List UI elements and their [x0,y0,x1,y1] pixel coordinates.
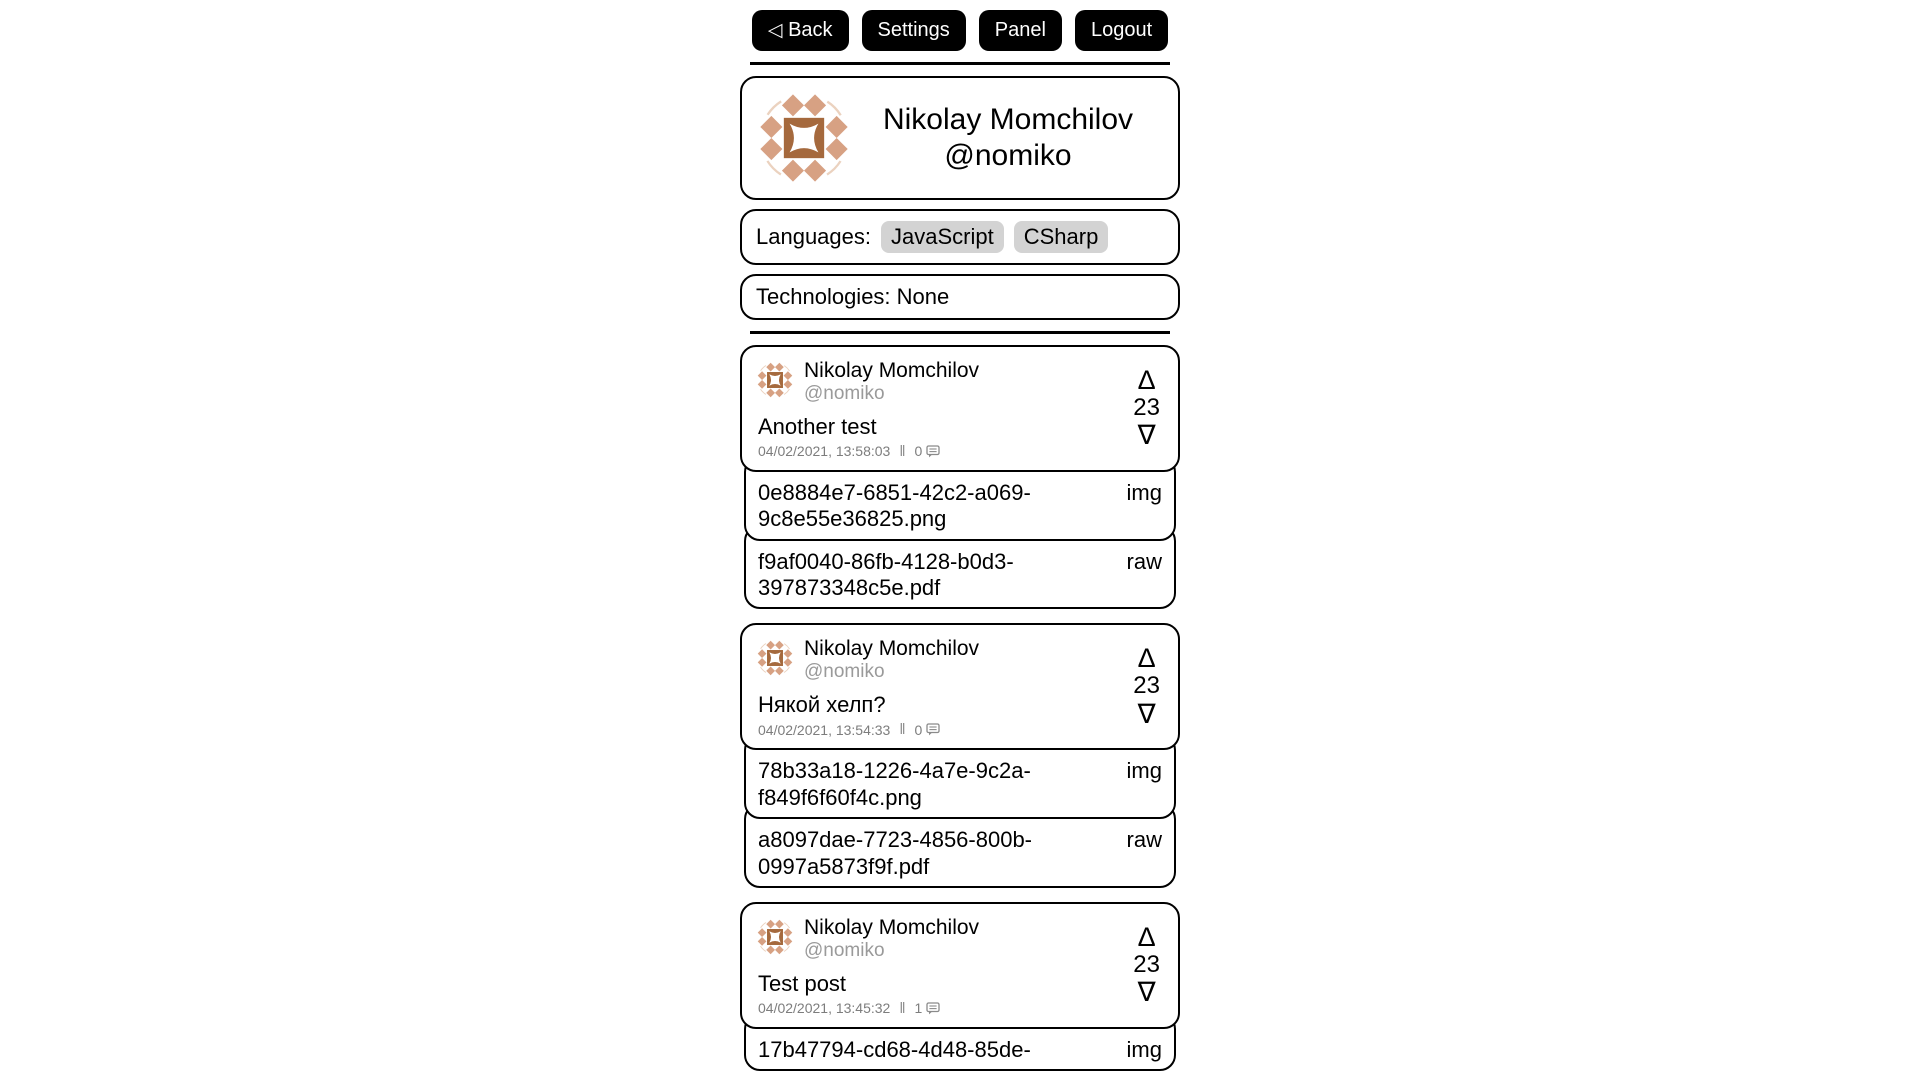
post-avatar-identicon-icon [756,361,794,399]
language-badge: JavaScript [881,221,1004,253]
logout-button-label: Logout [1090,19,1153,42]
vote-count: 23 [1133,950,1160,978]
comment-count-wrap [915,443,941,459]
post-meta [758,721,1164,738]
post-timestamp: 04/02/2021, 13:45:32 [758,1000,891,1017]
back-button[interactable] [752,10,849,51]
post-author-handle: @nomiko [804,661,885,683]
comment-bubble-icon [926,723,940,736]
comment-count: 1 [914,1000,923,1017]
attachment-type-label: img [1126,758,1162,784]
profile-page [740,0,1180,1071]
comment-bubble-icon [926,445,940,458]
vote-column [1133,365,1160,451]
panel-button-label: Panel [994,19,1046,42]
settings-button[interactable] [862,10,966,51]
post-header [756,359,1164,405]
comment-bubble-icon [926,1002,940,1015]
attachment-type-label: img [1126,1036,1162,1062]
attachment-filename: f9af0040-86fb-4128-b0d3-397873348c5e.pdf [758,548,1014,600]
post-author-name: Nikolay Momchilov [804,915,980,939]
comment-count: 0 [914,443,923,460]
attachment-filename: 17b47794-cd68-4d48-85de- [758,1036,1031,1062]
logout-button[interactable] [1075,10,1168,51]
post-header [756,637,1164,683]
vote-count: 23 [1133,393,1160,421]
upvote-button[interactable]: Δ [1137,921,1156,952]
comment-count-wrap [915,1000,941,1016]
post-card[interactable] [740,902,1180,1029]
attachment-filename: 78b33a18-1226-4a7e-9c2a-f849f6f60f4c.png [758,758,1031,810]
downvote-button[interactable]: ∇ [1137,977,1156,1008]
post-card[interactable] [740,345,1180,472]
post-timestamp: 04/02/2021, 13:58:03 [758,443,891,460]
post-author-handle: @nomiko [804,940,885,962]
comment-count-wrap [915,722,941,738]
profile-name: Nikolay Momchilov [882,103,1134,137]
back-button-label: Back [788,19,833,41]
profile-card [740,76,1180,200]
top-separator [750,62,1170,65]
attachment-filename: a8097dae-7723-4856-800b-0997a5873f9f.pdf [758,827,1033,879]
meta-separator-icon: ‖ [899,999,906,1017]
post-header [756,916,1164,962]
post-meta [758,443,1164,460]
language-badge: CSharp [1014,221,1109,253]
technologies-label: Technologies: None [756,283,950,309]
downvote-button[interactable]: ∇ [1137,698,1156,729]
languages-label: Languages: [756,223,871,249]
panel-button[interactable] [979,10,1062,51]
post-author-name: Nikolay Momchilov [804,637,980,661]
post-meta [758,1000,1164,1017]
top-nav [740,10,1180,51]
post-group [740,623,1180,888]
post-author-block [804,916,979,962]
post-title: Test post [758,970,847,996]
post-avatar-identicon-icon [756,639,794,677]
meta-separator-icon: ‖ [899,721,906,739]
attachment-type-label: img [1126,479,1162,505]
vote-column [1133,922,1160,1008]
profile-handle: @nomiko [944,138,1072,172]
downvote-button[interactable]: ∇ [1137,420,1156,451]
back-arrow-icon: ◁ [767,20,783,41]
post-title: Another test [758,413,877,439]
vote-count: 23 [1133,672,1160,700]
profile-names [852,102,1164,173]
vote-column [1133,643,1160,729]
attachment-type-label: raw [1126,548,1162,574]
profile-avatar-identicon-icon [756,90,852,186]
post-author-block [804,359,979,405]
technologies-card [740,274,1180,320]
post-group [740,345,1180,610]
post-author-name: Nikolay Momchilov [804,358,980,382]
post-card[interactable] [740,623,1180,750]
post-title: Някой хелп? [758,692,886,718]
settings-button-label: Settings [877,19,950,42]
post-author-block [804,637,979,683]
post-timestamp: 04/02/2021, 13:54:33 [758,721,891,738]
meta-separator-icon: ‖ [899,442,906,460]
upvote-button[interactable]: Δ [1137,643,1156,674]
posts-separator [750,331,1170,334]
post-author-handle: @nomiko [804,382,885,404]
attachment-type-label: raw [1126,827,1162,853]
post-group [740,902,1180,1071]
post-avatar-identicon-icon [756,918,794,956]
comment-count: 0 [914,721,923,738]
attachment-filename: 0e8884e7-6851-42c2-a069-9c8e55e36825.png [758,479,1031,532]
languages-card [740,209,1180,265]
upvote-button[interactable]: Δ [1137,364,1156,395]
